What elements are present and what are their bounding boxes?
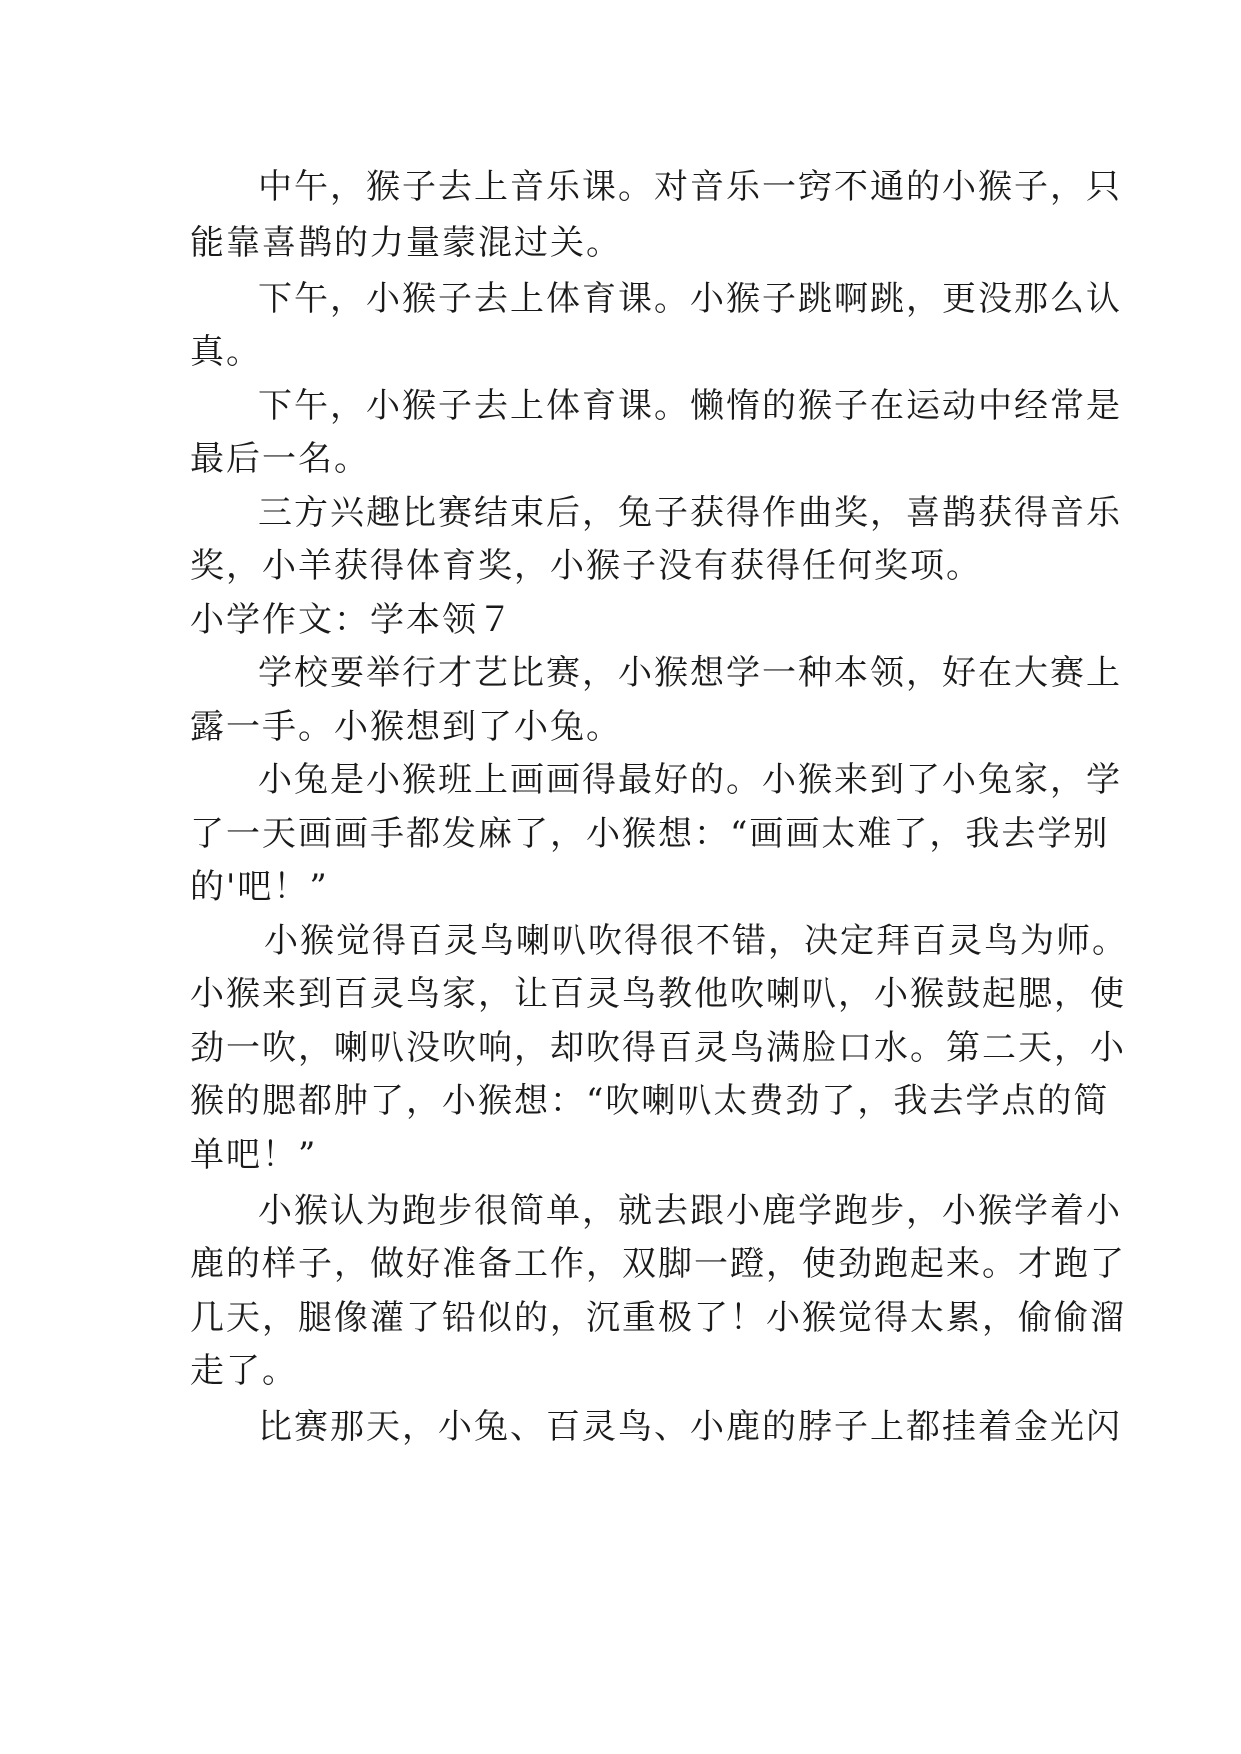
body-text-line: 了一天画画手都发麻了，小猴想：“画画太难了，我去学别 xyxy=(190,814,1110,854)
body-text-line: 露一手。小猴想到了小兔。 xyxy=(190,707,622,747)
body-text-line: 三方兴趣比赛结束后，兔子获得作曲奖，喜鹊获得音乐 xyxy=(258,493,1122,533)
body-text-line: 小猴觉得百灵鸟喇叭吹得很不错，决定拜百灵鸟为师。 xyxy=(264,921,1128,961)
body-text-line: 最后一名。 xyxy=(190,439,370,479)
body-text-line: 中午，猴子去上音乐课。对音乐一窍不通的小猴子，只 xyxy=(258,167,1122,207)
body-text-line: 能靠喜鹊的力量蒙混过关。 xyxy=(190,223,622,263)
section-heading: 小学作文：学本领７ xyxy=(190,600,514,640)
body-text-line: 下午，小猴子去上体育课。小猴子跳啊跳，更没那么认 xyxy=(258,279,1122,319)
body-text-line: 奖，小羊获得体育奖，小猴子没有获得任何奖项。 xyxy=(190,546,982,586)
body-text-line: 比赛那天，小兔、百灵鸟、小鹿的脖子上都挂着金光闪 xyxy=(258,1407,1122,1447)
body-text-line: 劲一吹，喇叭没吹响，却吹得百灵鸟满脸口水。第二天，小 xyxy=(190,1028,1126,1068)
body-text-line: 几天，腿像灌了铅似的，沉重极了！小猴觉得太累，偷偷溜 xyxy=(190,1298,1126,1338)
body-text-line: 小猴认为跑步很简单，就去跟小鹿学跑步，小猴学着小 xyxy=(258,1191,1122,1231)
body-text-line: 学校要举行才艺比赛，小猴想学一种本领，好在大赛上 xyxy=(258,653,1122,693)
body-text-line: 走了。 xyxy=(190,1351,298,1391)
body-text-line: 真。 xyxy=(190,332,262,372)
body-text-line: 猴的腮都肿了，小猴想：“吹喇叭太费劲了，我去学点的简 xyxy=(190,1081,1110,1121)
body-text-line: 下午，小猴子去上体育课。懒惰的猴子在运动中经常是 xyxy=(258,386,1122,426)
body-text-line: 鹿的样子，做好准备工作，双脚一蹬，使劲跑起来。才跑了 xyxy=(190,1244,1126,1284)
body-text-line: 的'吧！” xyxy=(190,867,329,907)
body-text-line: 单吧！” xyxy=(190,1135,318,1175)
body-text-line: 小猴来到百灵鸟家，让百灵鸟教他吹喇叭，小猴鼓起腮，使 xyxy=(190,974,1126,1014)
body-text-line: 小兔是小猴班上画画得最好的。小猴来到了小兔家，学 xyxy=(258,760,1122,800)
